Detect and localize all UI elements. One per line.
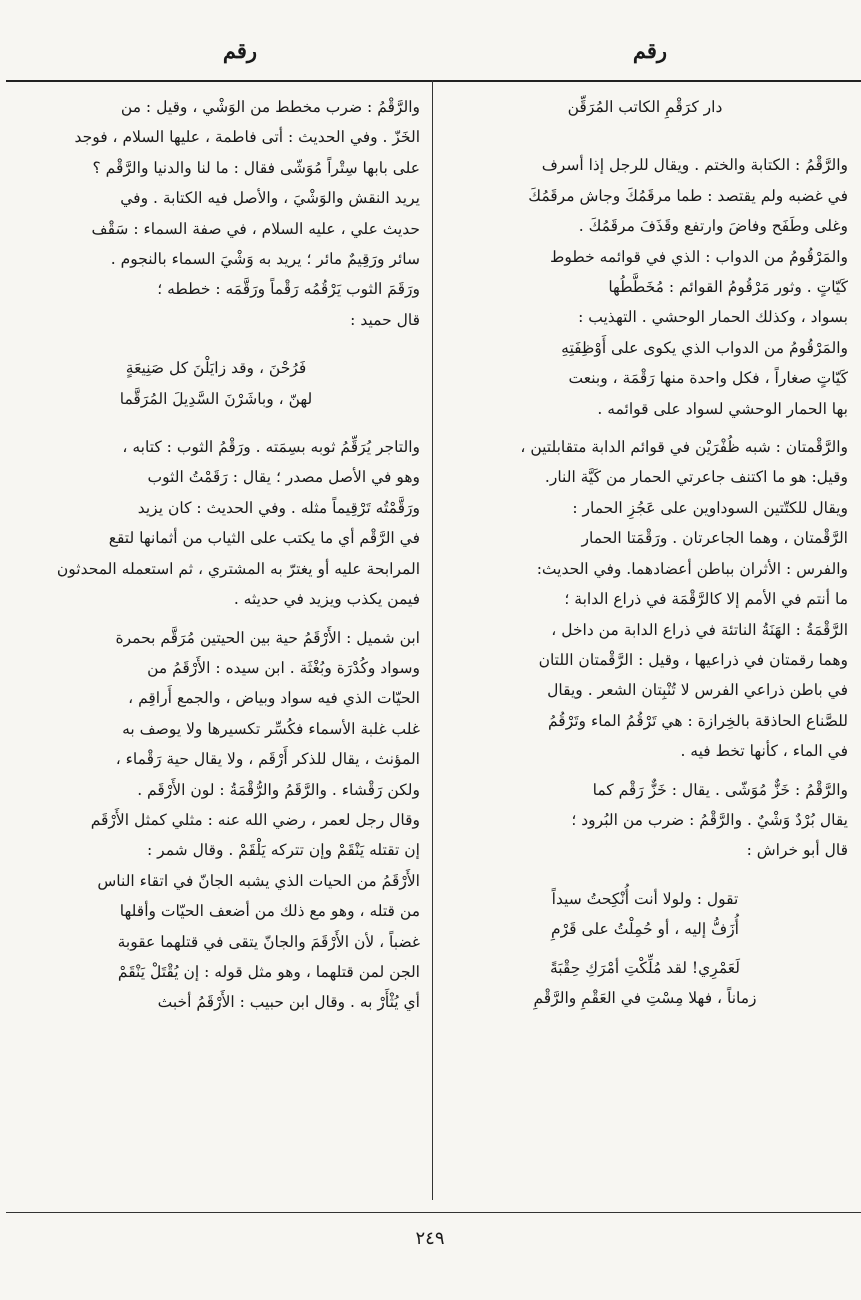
text-line: وقال رجل لعمر ، رضي الله عنه : مثلي كمثل الأَرْقَم [90,810,420,829]
text-line: ولكن رَقْشاء . والرَّقَمُ والرُّقْمَةُ : لون الأَرْقَم . [137,780,420,799]
right-column-verse [442,884,848,1014]
right-column-text [442,150,848,865]
text-line: يريد النقش والوَشْيَ ، والأصل فيه الكتابة . وفي [120,189,420,208]
text-line: الجن لمن قتلهما ، وهو مثل قوله : إن يُقْتَلْ يَنْقَمْ [117,962,420,981]
text-line: المرابحة عليه أو يغترّ به المشتري ، ثم استعمله المحدثون [56,559,420,578]
text-line: يقال بُرْدٌ وَشْيٌ . والرَّقْمُ : ضرب من البُرود ؛ [571,810,848,829]
text-line: غلب غلبة الأسماء فكُسِّر تكسيرها ولا يوصف به [122,719,420,738]
text-line: والفرس : الأثران بباطن أعضادهما. وفي الحديث: [536,559,848,578]
left-column-text-c [12,623,420,1018]
text-line: الخَزّ . وفي الحديث : أتى فاطمة ، عليها السلام ، فوجد [74,128,420,147]
text-line: سائر ورَقِيمٌ مائر ؛ يريد به وَشْيَ السماء بالنجوم . [110,250,420,269]
left-column [12,92,420,1202]
text-line: والرَّقْمُ : الكتابة والختم . ويقال للرجل إذا أسرف [541,156,848,175]
text-line: الرَّقْمتان ، وهما الجاعرتان . ورَقْمَتا الحمار [581,529,848,548]
text-line: بها الحمار الوحشي لسواد على قوائمه . [597,399,848,418]
text-line: الرَّقْمَةُ : الهَنَةُ الناتئة في ذراع الدابة من داخل ، [551,620,848,639]
left-column-verse [12,353,420,414]
text-line: الحيّات الذي فيه سواد وبياض ، والجمع أَراقِم ، [128,689,420,708]
text-line: كَيّاتٍ صغاراً ، فكل واحدة منها رَقْمَة ، وبنعت [568,369,848,388]
text-line: فيمن يكذب ويزيد في حديثه . [233,590,420,609]
verse-fragment-heading: دار كرَقْمِ الكاتب المُرَقِّن [567,98,723,116]
page-number: ٢٤٩ [415,1228,445,1249]
bottom-rule [6,1212,861,1213]
verse-line: زماناً ، فهلا مِسْتِ في العَقْمِ والرَّقْمِ [533,988,757,1007]
text-line: ورَقَمَ الثوب يَرْقُمُه رَقْماً ورَقَّمَه : خططه ؛ [157,280,420,299]
text-line: وغلى وطَفَح وفاضَ وارتفع وقَذَفَ مرقَمُكَ . [578,217,848,236]
paragraph-gap [12,615,420,623]
text-line: كَيّاتٍ . وثور مَرْقُومُ القوائم : مُخَطَّطُها [608,278,848,297]
text-line: والرَّقْمتان : شبه ظُفْرَيْن في قوائم الدابة متقابلتين ، [520,438,848,457]
text-line: والتاجر يُرَقِّمُ ثوبه بسِمَته . ورَقْمُ الثوب : كتابه ، [122,438,420,457]
verse-line: أُزَفُّ إليه ، أو حُمِلْتُ على قَرْمِ [551,920,739,939]
verse-line: فَرُحْنَ ، وقد زايَلْنَ كل صَنِيعَةٍ [125,359,307,378]
text-line: في الرَّقْم أي ما يكتب على الثياب من أثمانها لتقع [108,529,420,548]
text-line: وقيل: هو ما اكتنف جاعرتي الحمار من كَيَّة النار. [544,468,848,487]
left-column-text-a [12,92,420,335]
verse-line: لهنّ ، وباشَرْنَ السَّدِيلَ المُرَقَّما [119,389,313,408]
text-line: وهو في الأصل مصدر ؛ يقال : رَقَمْتُ الثوب [147,468,420,487]
text-line: وسواد وكُدْرَة وبُغْثَة . ابن سيده : الأَرْقَمُ من [147,658,420,677]
text-line: المؤنث ، يقال للذكر أَرْقَم ، ولا يقال حية رَقْماء ، [115,750,420,769]
text-line: ويقال للكتّتين السوداوين على عَجُزِ الحمار : [572,498,848,517]
text-line: ابن شميل : الأَرْقَمُ حية بين الحيتين مُرَقَّم بحمرة [115,628,420,647]
text-line: وهما رقمتان في ذراعيها ، وقيل : الرَّقْمتان اللتان [538,650,848,669]
text-line: على بابها سِتْراً مُوَشّى فقال : ما لنا والدنيا والرَّقْم ؟ [92,158,420,177]
top-rule [6,80,861,82]
running-head-right: رقم [632,38,668,63]
paragraph-gap [442,767,848,775]
paragraph-gap [442,424,848,432]
text-line: ما أنتم في الأمم إلا كالرَّقْمَة في ذراع الدابة ؛ [564,590,848,609]
text-line: غضباً ، لأن الأَرْقَمَ والجانّ يتقى في قتلهما عقوبة [117,932,420,951]
verse-line: لَعَمْرِي! لقد مُلِّكْتِ أمْرَكِ حِقْبَةً [549,958,741,977]
text-line: إن تقتله يَنْقَمْ وإن تتركه يَلْقَمْ . وقال شمر : [147,841,420,860]
text-line: والمَرْقُومُ من الدواب الذي يكوى على أَوْظِفَتِهِ [561,338,848,357]
text-line: الأَرْقَمُ من الحيات الذي يشبه الجانّ في اتقاء الناس [97,871,420,890]
text-line: والمَرْقُومُ من الدواب : الذي في قوائمه خطوط [550,247,848,266]
verse-line: تقول : ولولا أنت أُنْكِحتُ سيداً [551,889,739,908]
column-divider [432,80,433,1200]
text-line: قال حميد : [350,310,420,329]
right-column [442,92,848,1202]
text-line: في غضبه ولم يقتصد : طما مرقَمُكَ وجاش مرقَمُكَ [528,186,848,205]
text-line: من قتله ، وهو مع ذلك من أضعف الحيّات وأقلها [119,902,420,921]
running-head-left: رقم [222,38,258,63]
text-line: ورَقَّمْتُه تَرْقِيماً مثله . وفي الحديث : كان يزيد [137,498,420,517]
text-line: والرَّقْمُ : ضرب مخطط من الوَشْي ، وقيل : من [120,98,420,116]
text-line: للصَّناع الحاذقة بالخِرازة : هي تَرْقُمُ الماء وتَرْقُمُ [547,711,848,730]
text-line: في الماء ، كأنها تخط فيه . [680,742,848,761]
text-line: أي يُثْأَرْ به . وقال ابن حبيب : الأَرْقَمُ أخبث [157,993,420,1012]
left-column-text-b [12,432,420,614]
text-line: في باطن ذراعي الفرس لا تُنْبِتان الشعر . ويقال [547,681,848,700]
text-line: والرَّقْمُ : خَزٌّ مُوَشّى . يقال : خَزٌّ رَقْم كما [592,780,848,799]
text-line: بسواد ، وكذلك الحمار الوحشي . التهذيب : [578,308,848,327]
text-line: قال أبو خراش : [746,841,848,860]
paragraph-gap [442,945,848,953]
text-line: حديث علي ، عليه السلام ، في صفة السماء : سَقْف [91,219,420,238]
